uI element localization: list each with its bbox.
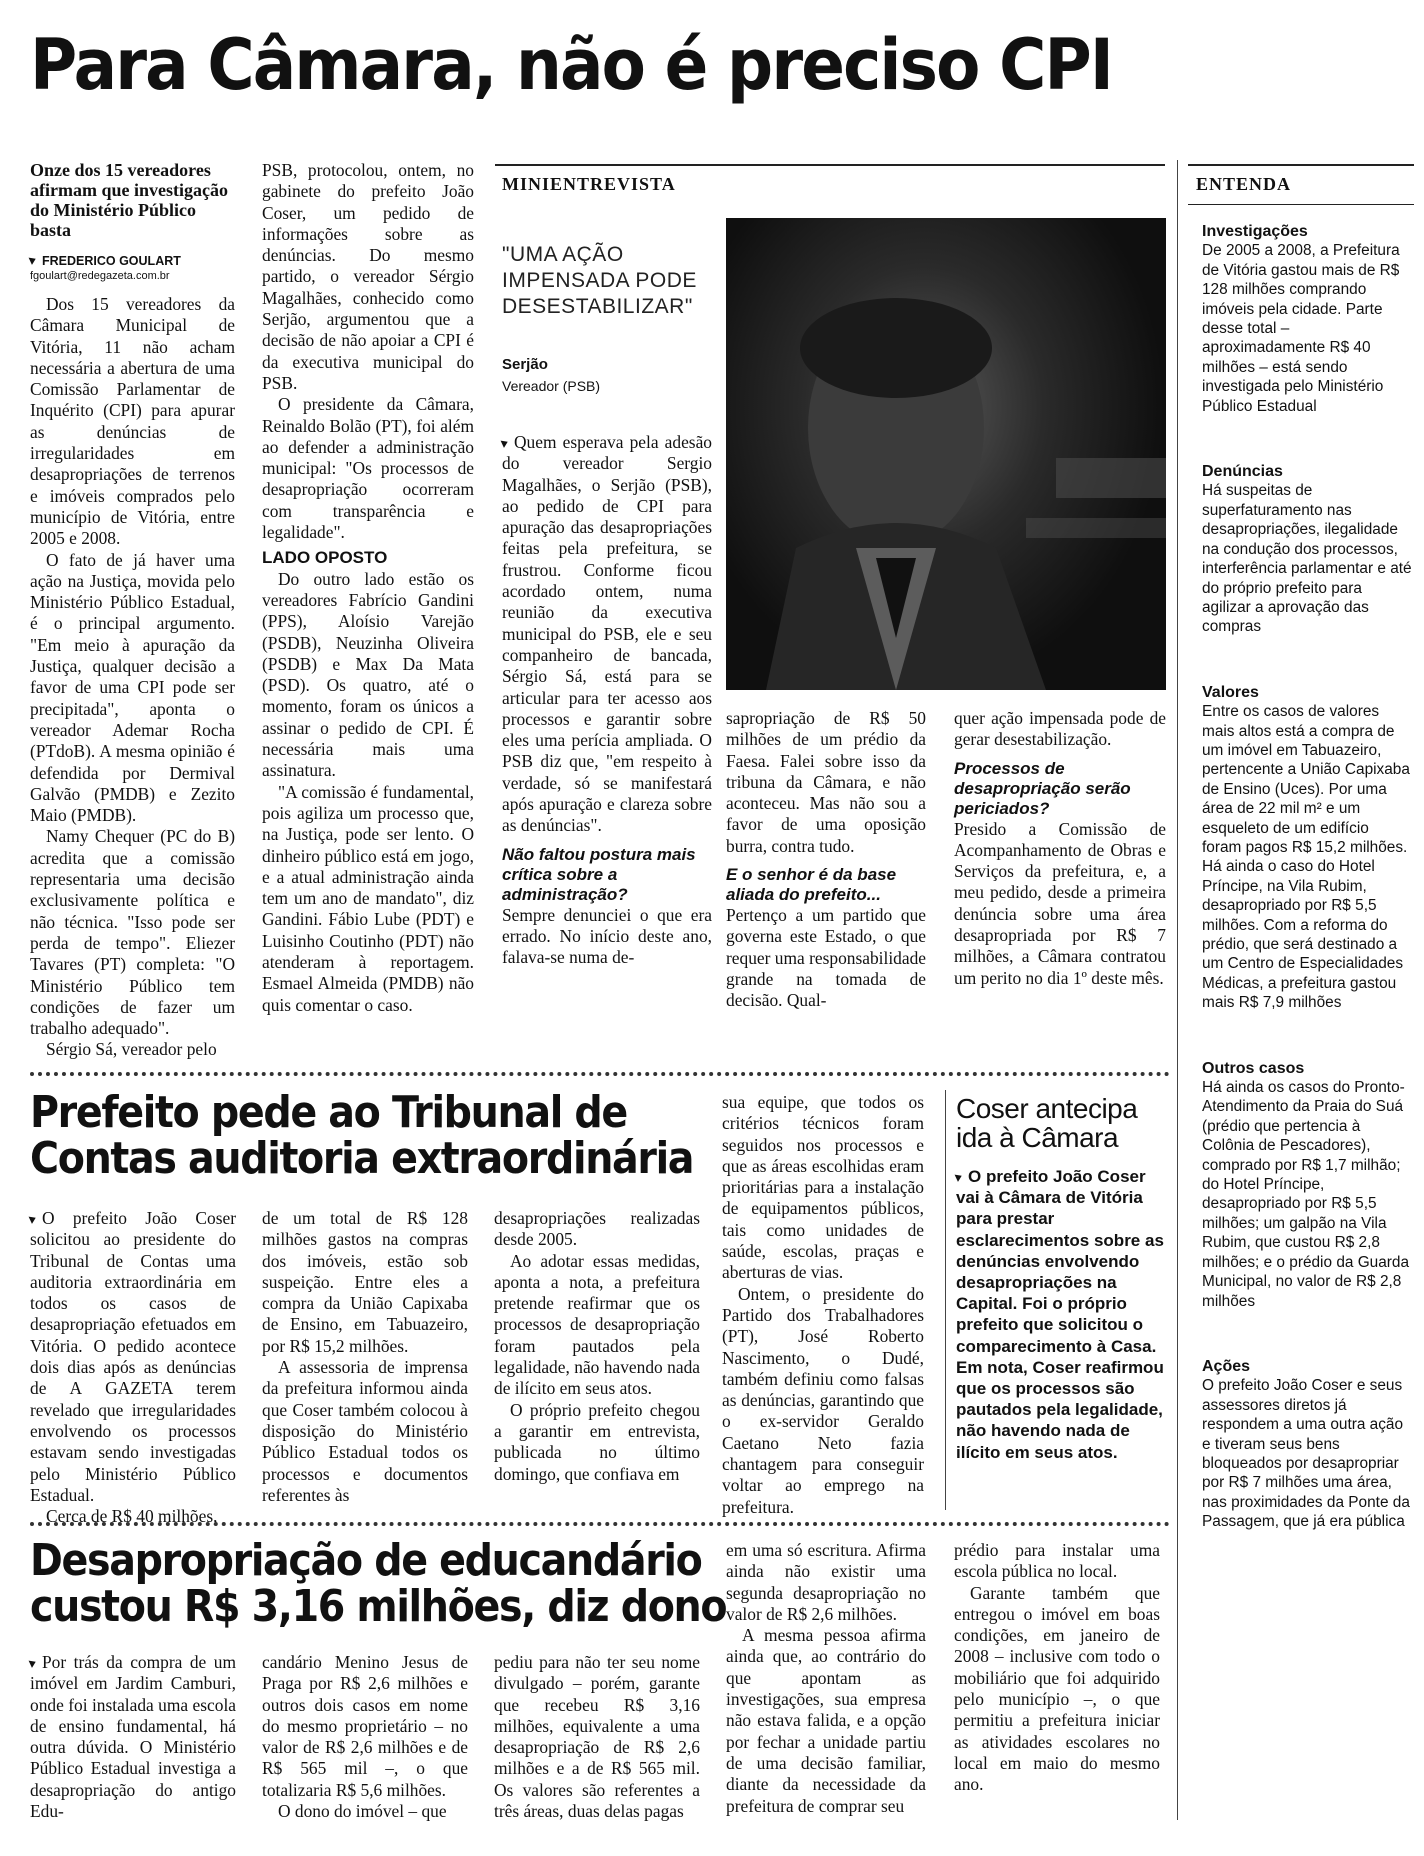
lead-arrow-icon <box>501 438 510 448</box>
interview-answer: Pertenço a um partido que governa este Estado, o que requer uma responsabilidade grande na tomada de decisão. Qual- <box>726 905 926 1011</box>
paragraph: Garante também que entregou o imóvel em boas condições, em janeiro de 2008 – inclusive com todo o mobiliário que foi adquirido pelo município –, o que permitiu a prefeitura iniciar as atividades escolares no local em maio do mesmo ano. <box>954 1582 1160 1795</box>
sidebar-section-text: De 2005 a 2008, a Prefeitura de Vitória gastou mais de R$ 128 milhões comprando imóveis pela cidade. Parte desse total – aproximadamente R$ 40 milhões – está sendo investigada pelo Ministério Público Estadual <box>1202 242 1400 415</box>
sidebar-section-title: Outros casos <box>1202 1059 1305 1077</box>
article2-col3 <box>494 1208 700 1485</box>
sidebar-section <box>1202 222 1412 416</box>
paragraph <box>30 1652 236 1822</box>
sidebar-section-text: Há suspeitas de superfaturamento nas desapropriações, ilegalidade na condução dos processos, interferência parlamentar e até do próprio prefeito para agilizar a aprovação das compras <box>1202 482 1412 636</box>
portrait-icon <box>726 218 1166 690</box>
article2-headline <box>30 1087 694 1185</box>
article2-lead: O prefeito João Coser solicitou ao presidente do Tribunal de Contas uma auditoria extraordinária em todos os casos de desapropriação efetuados em Vitória. O pedido acontece dois dias após as denúncias de A GAZETA terem revelado que irregularidades envolvendo os processos estavam sendo investigadas pelo Ministério Público Estadual. <box>30 1208 236 1505</box>
coser-headline <box>956 1094 1171 1153</box>
paragraph: A assessoria de imprensa da prefeitura informou ainda que Coser também colocou à disposição do Ministério Público Estadual todos os processos e documentos referentes às <box>262 1357 468 1505</box>
paragraph <box>502 432 712 837</box>
lead-arrow-icon <box>29 1214 38 1224</box>
byline-block <box>30 252 235 270</box>
interview-top-rule <box>495 164 1165 166</box>
paragraph: em uma só escritura. Afirma ainda não existir uma segunda desapropriação no valor de R$ 2,6 milhões. <box>726 1540 926 1624</box>
main-article-col1 <box>30 160 235 1061</box>
paragraph: sua equipe, que todos os critérios técnicos foram seguidos nos processos e que as áreas escolhidas eram prioritárias para a instalação de equipamentos públicos, tais como unidades de saúde, escolas, praças e aberturas de vias. <box>722 1092 924 1283</box>
sidebar-section <box>1202 683 1412 1013</box>
interview-question: E o senhor é da base aliada do prefeito... <box>726 865 897 905</box>
sidebar-label: ENTENDA <box>1196 174 1292 194</box>
article3-lead: Por trás da compra de um imóvel em Jardim Camburi, onde foi instalada uma escola de ensino fundamental, há outra dúvida. O Ministério Público Estadual investiga a desapropriação do antigo Edu- <box>30 1652 236 1822</box>
lead-arrow-icon <box>955 1172 964 1182</box>
interview-answer: Sempre denunciei o que era errado. No início deste ano, falava-se numa de- <box>502 904 712 968</box>
article3-col3 <box>494 1652 700 1822</box>
coser-text: O prefeito João Coser vai à Câmara de Vitória para prestar esclarecimentos sobre as denúncias envolvendo desapropriações na Capital. Foi o próprio prefeito que solicitou o comparecimento à Casa. Em nota, Coser reafirmou que os processos são pautados pela legalidade, não havendo nada de ilícito em seus atos. <box>956 1167 1164 1462</box>
headline-line: custou R$ 3,16 milhões, diz dono <box>30 1581 727 1633</box>
interview-quote: "UMA AÇÃO IMPENSADA PODE DESESTABILIZAR" <box>502 243 697 318</box>
paragraph <box>956 1166 1168 1463</box>
paragraph: O fato de já haver uma ação na Justiça, movida pelo Ministério Público Estadual, é o principal argumento. "Em meio à apuração da Justiça, qualquer decisão a favor de uma CPI pode ser precipitada", aponta o vereador Ademar Rocha (PTdoB). A mesma opinião é defendida por Dermival Galvão (PMDB) e Zezito Maio (PMDB). <box>30 549 235 826</box>
section-divider <box>30 1072 1170 1076</box>
sidebar-section-text: O prefeito João Coser e seus assessores diretos já respondem a uma outra ação e tiveram seus bens bloqueados por desapropriar por R$ 7 milhões uma área, nas proximidades da Ponte da Passagem, que já era pública <box>1202 1377 1410 1531</box>
sidebar-section <box>1202 1059 1412 1311</box>
paragraph: "A comissão é fundamental, pois agiliza um processo que, na Justiça, pode ser lento. O dinheiro público está em jogo, e a atual administração ainda tem um ano de mandato", diz Gandini. Fábio Lube (PDT) e Luisinho Coutinho (PDT) não atenderam à reportagem. Esmael Almeida (PMDB) não quis comentar o caso. <box>262 781 474 1015</box>
interviewee-role: Vereador (PSB) <box>502 378 601 394</box>
article2-col2 <box>262 1208 468 1506</box>
article3-col2 <box>262 1652 468 1822</box>
sidebar-divider <box>1177 160 1178 1820</box>
paragraph: Ontem, o presidente do Partido dos Trabalhadores (PT), José Roberto Nascimento, o Dudé, também definiu como falsas as denúncias, garantindo que o ex-servidor Geraldo Caetano Neto fazia chantagem para conseguir voltar ao emprego na prefeitura. <box>722 1283 924 1517</box>
article3-col4 <box>726 1540 926 1817</box>
paragraph: Do outro lado estão os vereadores Fabrício Gandini (PPS), Aloísio Varejão (PSDB), Neuzinha Oliveira (PSDB) e Max Da Mata (PSD). Os quatro, até o momento, foram os únicos a assinar o pedido de CPI. É necessária mais uma assinatura. <box>262 568 474 781</box>
sidebar-section-title: Valores <box>1202 683 1259 701</box>
headline-line: Prefeito pede ao Tribunal de <box>30 1087 627 1138</box>
interview-question: Processos de desapropriação serão periciados? <box>954 758 1131 818</box>
article3-col5 <box>954 1540 1160 1796</box>
interview-intro: Quem esperava pela adesão do vereador Sergio Magalhães, o Serjão (PSB), ao pedido de CPI para apuração das desapropriações feitas pela prefeitura, se frustrou. Conforme ficou acordado ontem, numa reunião da executiva municipal do PSB, ele e seu companheiro de bancada, Sérgio Sá, está para se articular para ter acesso aos processos e garantir sobre eles uma perícia ampliada. O PSB diz que, "em respeito à verdade, só se manifestará após apuração e clareza sobre as denúncias". <box>502 432 712 836</box>
sidebar-section-text: Há ainda os casos do Pronto-Atendimento da Praia do Suá (prédio que pertencia à Colônia de Pescadores), comprado por R$ 1,7 milhão; do Hotel Príncipe, desapropriado por R$ 5,5 milhões; um galpão na Vila Rubim, que custou R$ 2,8 milhões; e o prédio da Guarda Municipal, no valor de R$ 2,8 milhões <box>1202 1079 1410 1310</box>
article3-col1 <box>30 1652 236 1822</box>
interview-col2 <box>726 708 926 1012</box>
sidebar-section-title: Investigações <box>1202 223 1308 240</box>
byline-arrow-icon <box>29 255 38 265</box>
paragraph: O dono do imóvel – que <box>278 1801 447 1822</box>
headline-line: Desapropriação de educandário <box>30 1535 702 1586</box>
paragraph: Namy Chequer (PC do B) acredita que a comissão representaria uma decisão exclusivamente política e não técnica. "Isso pode ser perda de tempo". Eliezer Tavares (PT) completa: "O Ministério Público tem condições de fazer um trabalho adequado". <box>30 826 235 1039</box>
article2-col1 <box>30 1208 236 1527</box>
sidebar-section <box>1202 462 1412 637</box>
paragraph: Sérgio Sá, vereador pelo <box>46 1039 217 1060</box>
paragraph: prédio para instalar uma escola pública no local. <box>954 1540 1160 1582</box>
sidebar-section-title: Denúncias <box>1202 463 1283 481</box>
interview-answer: quer ação impensada pode de gerar desestabilização. <box>954 708 1166 750</box>
sidebar-top-rule <box>1188 164 1414 166</box>
coser-box-divider <box>945 1090 946 1510</box>
interview-col1 <box>502 432 712 969</box>
article2-col4 <box>722 1092 924 1518</box>
byline: FREDERICO GOULART <box>42 254 181 268</box>
sidebar-label-rule <box>1188 204 1414 205</box>
sidebar-sections <box>1202 222 1412 1532</box>
paragraph: pediu para não ter seu nome divulgado – porém, garante que recebeu R$ 3,16 milhões, equivalente a uma desapropriação de R$ 2,6 milhões e a de R$ 565 mil. Os valores são referentes a três áreas, duas delas pagas <box>494 1652 700 1822</box>
headline-line: Contas auditoria extraordinária <box>30 1133 694 1185</box>
paragraph: O próprio prefeito chegou a garantir em entrevista, publicada no último domingo, que confiava em <box>494 1399 700 1484</box>
sidebar-section-title: Ações <box>1202 1357 1251 1375</box>
interview-label: MINIENTREVISTA <box>502 174 676 194</box>
interviewee-photo <box>726 218 1166 690</box>
paragraph: Dos 15 vereadores da Câmara Municipal de Vitória, 11 não acham necessária a abertura de uma Comissão Parlamentar de Inquérito (CPI) para apurar as denúncias de irregularidades em desapropriações de terrenos e imóveis comprados pelo município de Vitória, entre 2005 e 2008. <box>30 294 235 549</box>
subhead: LADO OPOSTO <box>262 548 388 568</box>
interview-question: Não faltou postura mais crítica sobre a administração? <box>502 844 696 904</box>
main-article-col2 <box>262 160 474 1016</box>
sidebar-section-text: Entre os casos de valores mais altos está a compra de um imóvel em Tabuazeiro, pertencente a União Capixaba de Ensino (Uces). Por uma área de 22 mil m² e um esqueleto de um edifício foram pagos R$ 15,2 milhões. Há ainda o caso do Hotel Príncipe, na Vila Rubim, desapropriado por R$ 5,5 milhões. Com a reforma do prédio, que será destinado a um Centro de Especialidades Médicas, a prefeitura gastou mais R$ 7,9 milhões <box>1202 703 1410 1012</box>
paragraph: O presidente da Câmara, Reinaldo Bolão (PT), foi além ao defender a administração municipal: "Os processos de desapropriação ocorreram com transparência e legalidade". <box>262 394 474 543</box>
headline-line: ida à Câmara <box>956 1122 1119 1154</box>
headline-line: Coser antecipa <box>956 1093 1138 1124</box>
interview-answer: sapropriação de R$ 50 milhões de um prédio da Faesa. Falei sobre isso da tribuna da Câmara, e não aconteceu. Mas não sou a favor de uma oposição burra, contra tudo. <box>726 708 926 856</box>
paragraph: PSB, protocolou, ontem, no gabinete do prefeito João Coser, um pedido de informações sobre as denúncias. Do mesmo partido, o vereador Sérgio Magalhães, conhecido como Serjão, argumentou que a decisão de não apoiar a CPI é da executiva municipal do PSB. <box>262 160 474 393</box>
main-deck: Onze dos 15 vereadores afirmam que investigação do Ministério Público basta <box>30 160 228 240</box>
paragraph: de um total de R$ 128 milhões gastos na compras dos imóveis, estão sob suspeição. Entre eles a compra da União Capixaba de Ensino, em Tabuazeiro, por R$ 15,2 milhões. <box>262 1208 468 1356</box>
main-col1-text <box>30 294 235 1061</box>
paragraph: desapropriações realizadas desde 2005. <box>494 1208 700 1250</box>
paragraph: A mesma pessoa afirma ainda que, ao contrário do que apontam as investigações, sua empresa não estava falida, e a opção por fechar a unidade partiu de uma decisão familiar, diante da necessidade da prefeitura de comprar seu <box>726 1625 926 1816</box>
paragraph: Cerca de R$ 40 milhões, <box>46 1506 218 1527</box>
byline-email: fgoulart@redegazeta.com.br <box>30 270 170 282</box>
main-headline: Para Câmara, não é preciso CPI <box>30 24 1113 106</box>
interview-col3 <box>954 708 1166 989</box>
coser-box-body <box>956 1166 1168 1463</box>
paragraph: Ao adotar essas medidas, aponta a nota, a prefeitura pretende reafirmar que os processos de desapropriação foram pautados pela legalidade, não havendo nada de ilícito em seus atos. <box>494 1250 700 1399</box>
lead-arrow-icon <box>29 1658 38 1668</box>
section-divider <box>30 1522 1170 1526</box>
article3-headline <box>30 1535 727 1633</box>
sidebar-section <box>1202 1357 1412 1532</box>
interviewee-name: Serjão <box>502 356 548 373</box>
paragraph <box>30 1208 236 1506</box>
paragraph: candário Menino Jesus de Praga por R$ 2,6 milhões e outros dois casos em nome do mesmo proprietário – no valor de R$ 2,6 milhões e de R$ 565 mil –, o que totalizaria R$ 5,6 milhões. <box>262 1652 468 1800</box>
interview-answer: Presido a Comissão de Acompanhamento de Obras e Serviços da prefeitura, e, a meu pedido, desde a primeira denúncia sobre uma área desapropriada por R$ 7 milhões, a Câmara contratou um perito no dia 1º deste mês. <box>954 818 1166 988</box>
